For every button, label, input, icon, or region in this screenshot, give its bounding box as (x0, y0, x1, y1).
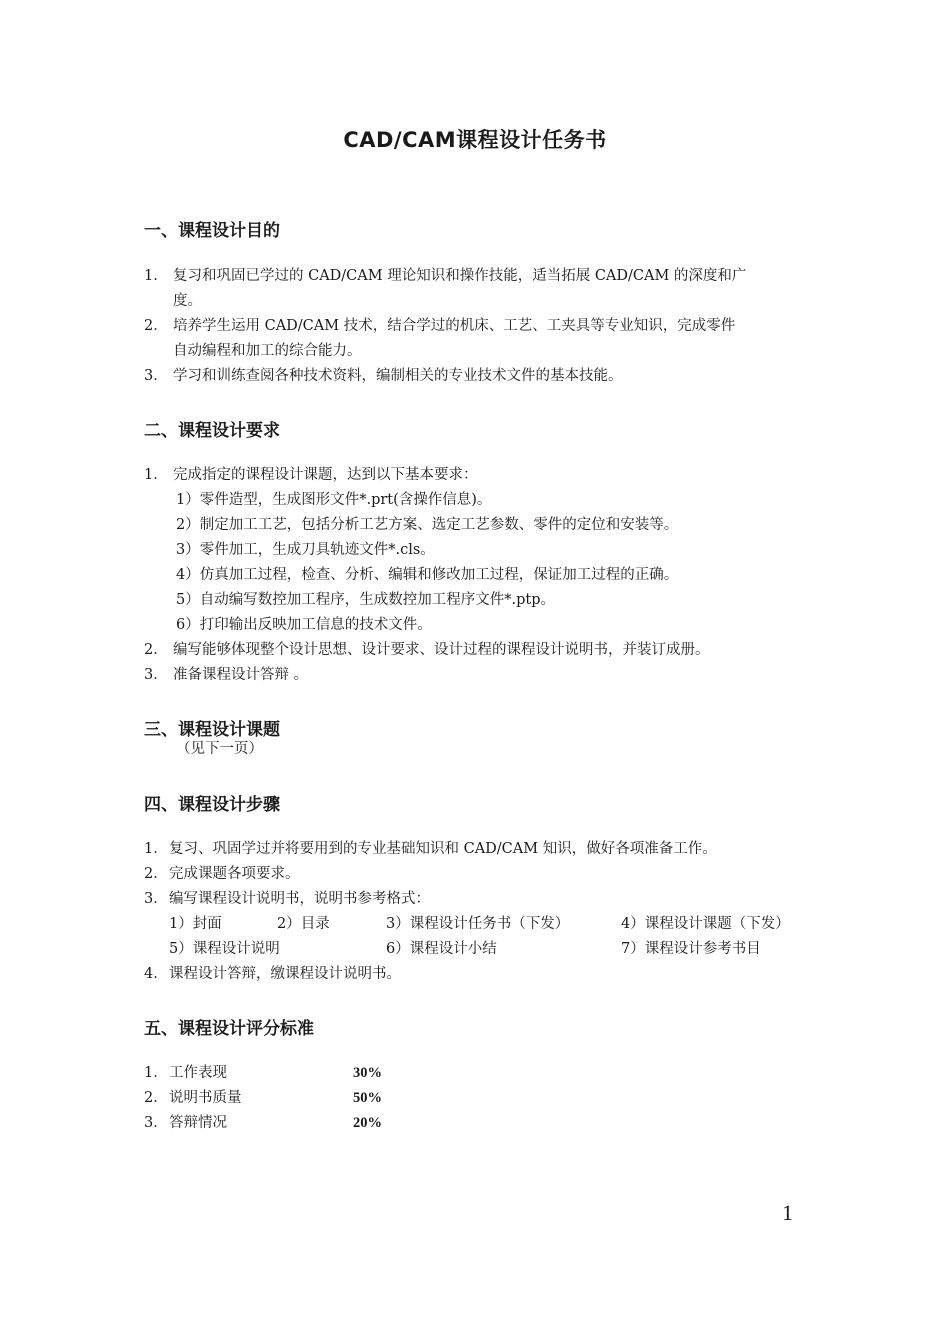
sub-item: 1）零件造型，生成图形文件*.prt(含操作信息)。 (176, 492, 492, 508)
list-item (144, 839, 717, 859)
item-text: 完成课题各项要求。 (169, 866, 300, 882)
format-item: 5）课程设计说明 (169, 941, 280, 957)
criterion-weight: 20% (353, 1115, 382, 1131)
item-text: 完成指定的课程设计课题，达到以下基本要求： (173, 467, 478, 483)
format-item: 3）课程设计任务书（下发） (386, 916, 570, 932)
section-heading-grading: 五、课程设计评分标准 (144, 1019, 314, 1039)
format-item: 6）课程设计小结 (386, 941, 497, 957)
criterion-label: 说明书质量 (169, 1090, 242, 1106)
list-item (144, 316, 735, 336)
list-item (144, 266, 746, 286)
grading-row (144, 1113, 227, 1133)
criterion-label: 答辩情况 (169, 1115, 227, 1131)
item-text-continued: 自动编程和加工的综合能力。 (173, 343, 362, 359)
item-text: 课程设计答辩，缴课程设计说明书。 (169, 966, 401, 982)
item-text: 编写能够体现整个设计思想、设计要求、设计过程的课程设计说明书，并装订成册。 (173, 642, 710, 658)
item-number: 2． (144, 642, 168, 658)
sub-item: 5）自动编写数控加工程序，生成数控加工程序文件*.ptp。 (176, 592, 555, 608)
item-number: 1． (144, 268, 168, 284)
see-next-page-note: （见下一页） (176, 741, 263, 757)
item-number: 1． (144, 467, 168, 483)
list-item (144, 465, 478, 485)
item-text: 复习、巩固学过并将要用到的专业基础知识和 CAD/CAM 知识，做好各项准备工作。 (169, 841, 717, 857)
grading-row (144, 1063, 227, 1083)
document-title: CAD/CAM课程设计任务书 (343, 128, 607, 152)
item-text: 复习和巩固已学过的 CAD/CAM 理论知识和操作技能，适当拓展 CAD/CAM 的深度和广 (173, 268, 747, 284)
format-item: 4）课程设计课题（下发） (621, 916, 790, 932)
section-heading-topic: 三、课程设计课题 (144, 720, 280, 740)
criterion-weight: 30% (353, 1065, 382, 1081)
list-item (144, 640, 710, 660)
item-text: 学习和训练查阅各种技术资料，编制相关的专业技术文件的基本技能。 (173, 368, 623, 384)
list-item (144, 864, 300, 884)
criterion-label: 工作表现 (169, 1065, 227, 1081)
section-heading-requirements: 二、课程设计要求 (144, 421, 280, 441)
item-number: 3． (144, 667, 168, 683)
item-text: 培养学生运用 CAD/CAM 技术，结合学过的机床、工艺、工夹具等专业知识，完成零件 (173, 318, 736, 334)
list-item (144, 964, 401, 984)
criterion-weight: 50% (353, 1090, 382, 1106)
format-item: 7）课程设计参考书目 (621, 941, 761, 957)
item-number: 2． (144, 1090, 168, 1106)
sub-item: 4）仿真加工过程，检查、分析、编辑和修改加工过程，保证加工过程的正确。 (176, 567, 679, 583)
section-heading-purpose: 一、课程设计目的 (144, 221, 280, 241)
item-number: 1． (144, 1065, 168, 1081)
grading-row (144, 1088, 242, 1108)
list-item (144, 665, 308, 685)
section-heading-steps: 四、课程设计步骤 (144, 795, 280, 815)
item-text: 编写课程设计说明书，说明书参考格式： (169, 891, 430, 907)
item-number: 3． (144, 1115, 168, 1131)
format-item: 2）目录 (277, 916, 330, 932)
list-item (144, 366, 623, 386)
item-number: 3． (144, 368, 168, 384)
item-text-continued: 度。 (173, 293, 202, 309)
sub-item: 2）制定加工工艺，包括分析工艺方案、选定工艺参数、零件的定位和安装等。 (176, 517, 679, 533)
page-number: 1 (782, 1200, 793, 1225)
item-number: 3． (144, 891, 168, 907)
list-item (144, 889, 430, 909)
sub-item: 6）打印输出反映加工信息的技术文件。 (176, 617, 432, 633)
sub-item: 3）零件加工，生成刀具轨迹文件*.cls。 (176, 542, 435, 558)
item-number: 2． (144, 866, 168, 882)
item-number: 4． (144, 966, 168, 982)
format-item: 1）封面 (169, 916, 222, 932)
item-number: 1． (144, 841, 168, 857)
item-text: 准备课程设计答辩 。 (173, 667, 309, 683)
item-number: 2． (144, 318, 168, 334)
